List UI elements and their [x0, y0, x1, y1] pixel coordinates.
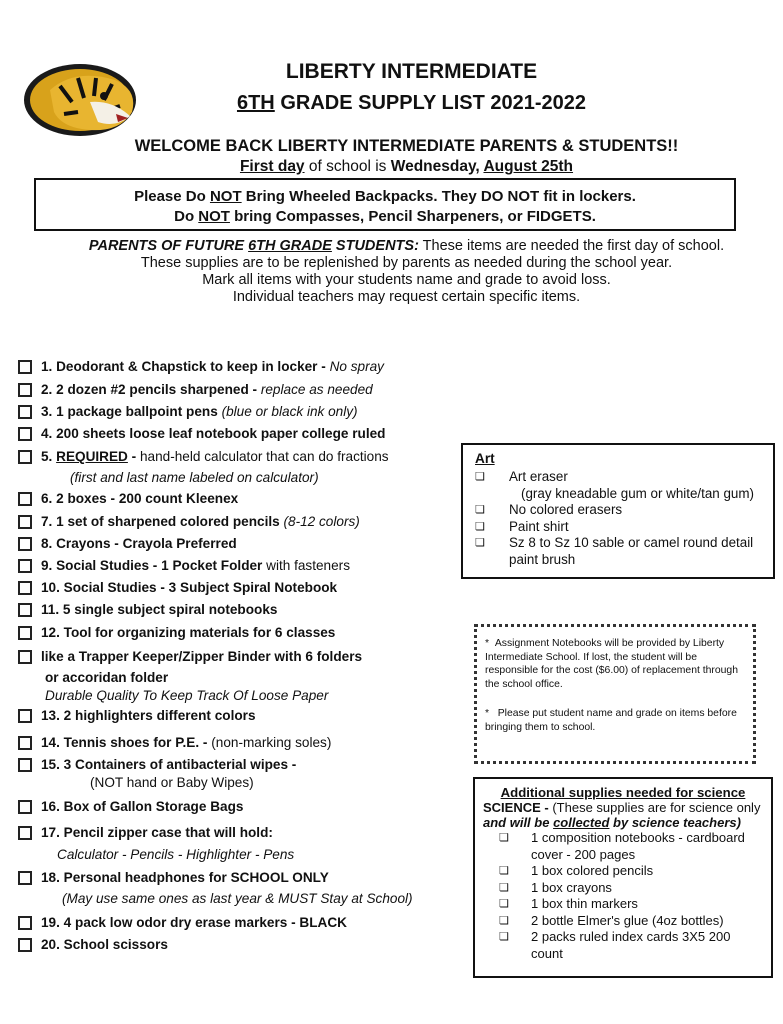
bullet-box-icon: ❏	[499, 914, 509, 927]
checkbox-icon[interactable]	[18, 581, 32, 595]
notice-emph: NOT	[198, 208, 230, 225]
art-item	[475, 535, 761, 568]
science-item-text: 1 box colored pencils	[531, 863, 654, 878]
item-text: 1. Deodorant & Chapstick to keep in locker -	[41, 359, 330, 374]
parents-lead-rest: These items are needed the first day of school.	[418, 238, 725, 254]
supply-item-4	[18, 426, 386, 441]
item-note: replace as needed	[260, 382, 373, 397]
checkbox-icon[interactable]	[18, 492, 32, 506]
art-item-text: Paint shirt	[509, 518, 569, 534]
first-day-line	[0, 158, 783, 176]
supply-item-16	[18, 799, 243, 814]
checkbox-icon[interactable]	[18, 709, 32, 723]
science-item	[499, 880, 763, 897]
item-text: 20. School scissors	[41, 937, 168, 952]
checkbox-icon[interactable]	[18, 515, 32, 529]
item-text: 13. 2 highlighters different colors	[41, 708, 256, 723]
checkbox-icon[interactable]	[18, 559, 32, 573]
supply-item-12-note: Durable Quality To Keep Track Of Loose Paper	[45, 688, 329, 703]
item-text: like a Trapper Keeper/Zipper Binder with 6 folders	[41, 649, 363, 664]
supply-item-19	[18, 915, 347, 930]
checkbox-icon[interactable]	[18, 383, 32, 397]
item-text: 3. 1 package ballpoint pens	[41, 404, 222, 419]
asterisk-icon: *	[485, 708, 498, 719]
checkbox-icon[interactable]	[18, 800, 32, 814]
note-text: Assignment Notebooks will be provided by Liberty Intermediate School. If lost, the student will be responsible for the cost ($6.00) of replacement through the school office.	[485, 638, 738, 690]
supply-item-8	[18, 536, 237, 551]
first-day-mid: of school is	[304, 158, 391, 175]
checkbox-icon[interactable]	[18, 916, 32, 930]
parents-lead-grade: 6TH GRADE	[248, 238, 332, 254]
parents-line-4: Individual teachers may request certain specific items.	[232, 289, 581, 305]
item-text: 15. 3 Containers of antibacterial wipes -	[41, 757, 297, 772]
item-required: REQUIRED	[56, 449, 128, 464]
item-note: No spray	[329, 359, 384, 374]
checkbox-icon[interactable]	[18, 871, 32, 885]
science-intro-text: and will be	[483, 815, 554, 830]
supply-item-2	[18, 382, 373, 397]
notice-text: Do	[174, 208, 199, 225]
first-day-date: August 25th	[483, 158, 574, 175]
item-text: 19. 4 pack low odor dry erase markers - BLACK	[41, 915, 347, 930]
parents-line-3: Mark all items with your students name and grade to avoid loss.	[202, 272, 611, 288]
science-item-text: 1 composition notebooks - cardboard cover - 200 pages	[531, 830, 745, 862]
checkbox-icon[interactable]	[18, 758, 32, 772]
art-heading: Art	[475, 451, 495, 466]
notice-text: Bring Wheeled Backpacks. They DO NOT fit in lockers.	[241, 188, 636, 205]
notice-box	[34, 178, 736, 231]
item-text: 7. 1 set of sharpened colored pencils	[41, 514, 284, 529]
note-assignment	[485, 637, 747, 691]
science-item-text: 2 bottle Elmer's glue (4oz bottles)	[531, 912, 724, 928]
checkbox-icon[interactable]	[18, 938, 32, 952]
bullet-box-icon: ❏	[475, 520, 485, 533]
bullet-box-icon: ❏	[499, 865, 509, 877]
first-day-weekday: Wednesday,	[390, 158, 484, 175]
bullet-box-icon: ❏	[475, 537, 485, 549]
first-day-label: First day	[239, 158, 305, 175]
science-intro-label: SCIENCE -	[483, 800, 553, 815]
note-text: Please put student name and grade on items before bringing them to school.	[485, 708, 737, 733]
bullet-box-icon: ❏	[499, 832, 509, 844]
art-item	[475, 519, 761, 536]
notice-text: bring Compasses, Pencil Sharpeners, or FIDGETS.	[229, 208, 596, 225]
bullet-box-icon: ❏	[499, 881, 509, 894]
science-item-text: 1 box thin markers	[531, 896, 638, 911]
supply-item-5	[18, 449, 389, 464]
supply-item-1	[18, 359, 384, 374]
supply-item-9	[18, 558, 350, 573]
supply-item-7	[18, 514, 360, 529]
checkbox-icon[interactable]	[18, 626, 32, 640]
item-text: 2. 2 dozen #2 pencils sharpened -	[41, 382, 261, 397]
list-title-text: GRADE SUPPLY LIST 2021-2022	[274, 92, 587, 114]
item-text: 12. Tool for organizing materials for 6 classes	[41, 625, 336, 640]
item-text: 11. 5 single subject spiral notebooks	[41, 602, 278, 617]
art-item-note-text: (gray kneadable gum or white/tan gum)	[521, 485, 754, 501]
supply-item-15-note: (NOT hand or Baby Wipes)	[90, 775, 254, 790]
science-item-text: 2 packs ruled index cards 3X5 200 count	[531, 929, 731, 961]
supply-item-15	[18, 757, 296, 772]
item-text: 6. 2 boxes - 200 count Kleenex	[41, 491, 239, 506]
science-intro-text: by science teachers)	[609, 815, 741, 830]
art-item-text: Sz 8 to Sz 10 sable or camel round detail paint brush	[509, 535, 754, 567]
science-intro-2	[483, 815, 763, 830]
item-text: 18. Personal headphones for SCHOOL ONLY	[41, 870, 329, 885]
item-note: with fasteners	[266, 558, 350, 573]
item-text: 5.	[41, 449, 57, 464]
item-note: hand-held calculator that can do fractions	[139, 449, 389, 464]
art-item	[475, 502, 761, 519]
supply-item-17	[18, 825, 273, 840]
supply-item-3	[18, 404, 358, 419]
checkbox-icon[interactable]	[18, 650, 32, 664]
science-intro-emph: collected	[553, 815, 610, 830]
checkbox-icon[interactable]	[18, 405, 32, 419]
art-item	[475, 469, 761, 486]
item-note: (non-marking soles)	[211, 735, 332, 750]
art-item-text: No colored erasers	[509, 502, 623, 517]
item-text: 17. Pencil zipper case that will hold:	[41, 825, 273, 840]
science-supplies-box	[473, 777, 773, 978]
science-item	[499, 830, 763, 863]
bullet-box-icon: ❏	[475, 471, 485, 483]
parents-line-1	[30, 238, 783, 255]
item-text: 4. 200 sheets loose leaf notebook paper college ruled	[41, 426, 386, 441]
bullet-box-icon: ❏	[499, 931, 509, 943]
science-item	[499, 929, 763, 962]
notice-text: Please Do	[134, 188, 210, 205]
notice-line-1	[36, 187, 734, 207]
science-item	[499, 896, 763, 913]
supply-item-12	[18, 625, 335, 640]
supply-item-17-note: Calculator - Pencils - Highlighter - Pens	[57, 847, 295, 862]
supply-item-10	[18, 580, 337, 595]
science-heading: Additional supplies needed for science	[500, 785, 746, 800]
checkbox-icon[interactable]	[18, 537, 32, 551]
checkbox-icon[interactable]	[18, 450, 32, 464]
list-title	[0, 92, 783, 115]
item-text: 9. Social Studies - 1 Pocket Folder	[41, 558, 267, 573]
item-note: (8-12 colors)	[283, 514, 360, 529]
checkbox-icon[interactable]	[18, 603, 32, 617]
notice-line-2	[36, 207, 734, 227]
asterisk-icon: *	[485, 638, 495, 649]
grade-prefix: 6TH	[236, 92, 275, 114]
science-item	[499, 863, 763, 880]
supply-item-18	[18, 870, 329, 885]
supply-item-12-cont: or accoridan folder	[45, 670, 169, 685]
parents-lead: PARENTS OF FUTURE	[88, 238, 249, 254]
item-text: 8. Crayons - Crayola Preferred	[41, 536, 237, 551]
supply-item-14	[18, 735, 331, 750]
supply-item-11	[18, 602, 277, 617]
parents-line-2: These supplies are to be replenished by parents as needed during the school year.	[140, 255, 673, 271]
parents-lead: STUDENTS:	[331, 238, 419, 254]
art-item-note	[475, 486, 761, 503]
science-item	[499, 913, 763, 930]
science-intro	[483, 800, 763, 815]
item-text: -	[127, 449, 140, 464]
notes-box	[474, 624, 756, 764]
parents-instructions	[0, 238, 783, 306]
checkbox-icon[interactable]	[18, 736, 32, 750]
art-item-text: Art eraser	[509, 469, 568, 484]
item-text: 14. Tennis shoes for P.E. -	[41, 735, 212, 750]
school-title: LIBERTY INTERMEDIATE	[285, 60, 538, 83]
bullet-box-icon: ❏	[499, 898, 509, 910]
science-item-text: 1 box crayons	[531, 879, 612, 895]
bullet-box-icon: ❏	[475, 504, 485, 516]
art-supplies-box	[461, 443, 775, 579]
notice-emph: NOT	[209, 188, 242, 205]
note-labels	[485, 707, 747, 734]
checkbox-icon[interactable]	[18, 826, 32, 840]
item-text: 16. Box of Gallon Storage Bags	[41, 799, 244, 814]
supply-item-18-note: (May use same ones as last year & MUST Stay at School)	[62, 891, 413, 906]
science-intro-text: (These supplies are for science only	[552, 800, 761, 815]
checkbox-icon[interactable]	[18, 360, 32, 374]
item-text: 10. Social Studies - 3 Subject Spiral Notebook	[41, 580, 338, 595]
checkbox-icon[interactable]	[18, 427, 32, 441]
supply-item-5-note: (first and last name labeled on calculator)	[70, 470, 319, 485]
item-note: (blue or black ink only)	[221, 404, 358, 419]
supply-item-20	[18, 937, 168, 952]
welcome-line: WELCOME BACK LIBERTY INTERMEDIATE PARENTS & STUDENTS!!	[134, 137, 679, 155]
supply-item-13	[18, 708, 256, 723]
supply-item-12b	[18, 649, 362, 664]
supply-item-6	[18, 491, 238, 506]
